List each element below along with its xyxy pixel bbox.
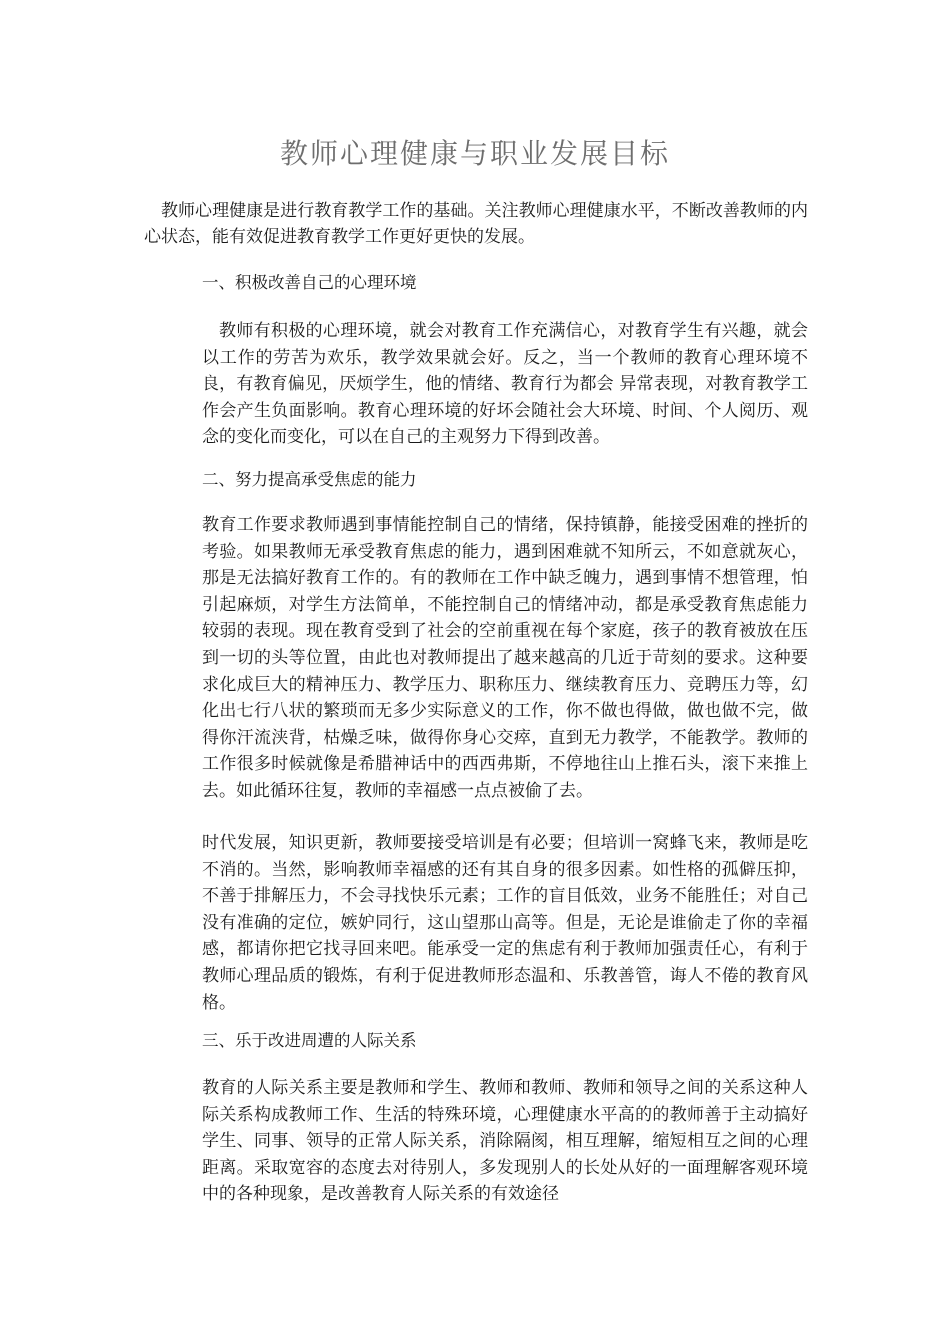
section-3-paragraph-1: 教育的人际关系主要是教师和学生、教师和教师、教师和领导之间的关系这种人际关系构成教师工作、生活的特殊环境，心理健康水平高的的教师善于主动搞好学生、同事、领导的正常人际关系，消除隔阂，相互理解，缩短相互之间的心理距离。采取宽容的态度去对待别人，多发现别人的长处从好的一面理解客观环境中的各种现象，是改善教育人际关系的有效途径 — [202, 1078, 808, 1205]
section-heading-1: 一、积极改善自己的心理环境 — [202, 273, 417, 292]
section-2-paragraph-1: 教育工作要求教师遇到事情能控制自己的情绪，保持镇静，能接受困难的挫折的考验。如果教师无承受教育焦虑的能力，遇到困难就不知所云，不如意就灰心，那是无法搞好教育工作的。有的教师在工作中缺乏魄力，遇到事情不想管理，怕引起麻烦，对学生方法简单，不能控制自己的情绪冲动，都是承受教育焦虑能力较弱的表现。现在教育受到了社会的空前重视在每个家庭，孩子的教育被放在压到一切的头等位置，由此也对教师提出了越来越高的几近于苛刻的要求。这种要求化成巨大的精神压力、教学压力、职称压力、继续教育压力、竞聘压力等，幻化出七行八状的繁琐而无多少实际意义的工作，你不做也得做，做也做不完，做得你汗流浃背，枯燥乏味，做得你身心交瘁，直到无力教学，不能教学。教师的工作很多时候就像是希腊神话中的西西弗斯，不停地往山上推石头，滚下来推上去。如此循环往复，教师的幸福感一点点被偷了去。 — [202, 515, 808, 801]
section-heading-3: 三、乐于改进周遭的人际关系 — [202, 1031, 417, 1050]
intro-paragraph: 教师心理健康是进行教育教学工作的基础。关注教师心理健康水平，不断改善教师的内心状态，能有效促进教育教学工作更好更快的发展。 — [144, 201, 808, 247]
section-2-paragraph-2: 时代发展，知识更新，教师要接受培训是有必要；但培训一窝蜂飞来，教师是吃不消的。当然，影响教师幸福感的还有其自身的很多因素。如性格的孤僻压抑，不善于排解压力，不会寻找快乐元素；工作的盲目低效，业务不能胜任；对自己没有准确的定位，嫉妒同行，这山望那山高等。但是，无论是谁偷走了你的幸福感，都请你把它找寻回来吧。能承受一定的焦虑有利于教师加强责任心，有利于教师心理品质的锻炼，有利于促进教师形态温和、乐教善管，诲人不倦的教育风格。 — [202, 833, 808, 1013]
document-title: 教师心理健康与职业发展目标 — [279, 137, 670, 170]
section-1-paragraph-1: 教师有积极的心理环境，就会对教育工作充满信心，对教育学生有兴趣，就会以工作的劳苦为欢乐，教学效果就会好。反之，当一个教师的教育心理环境不良，有教育偏见，厌烦学生，他的情绪、教育行为都会 异常表现，对教育教学工作会产生负面影响。教育心理环境的好坏会随社会大环境、时间、个人阅历、观念的变化而变化，可以在自己的主观努力下得到改善。 — [202, 321, 808, 448]
section-heading-2: 二、努力提高承受焦虑的能力 — [202, 470, 417, 489]
